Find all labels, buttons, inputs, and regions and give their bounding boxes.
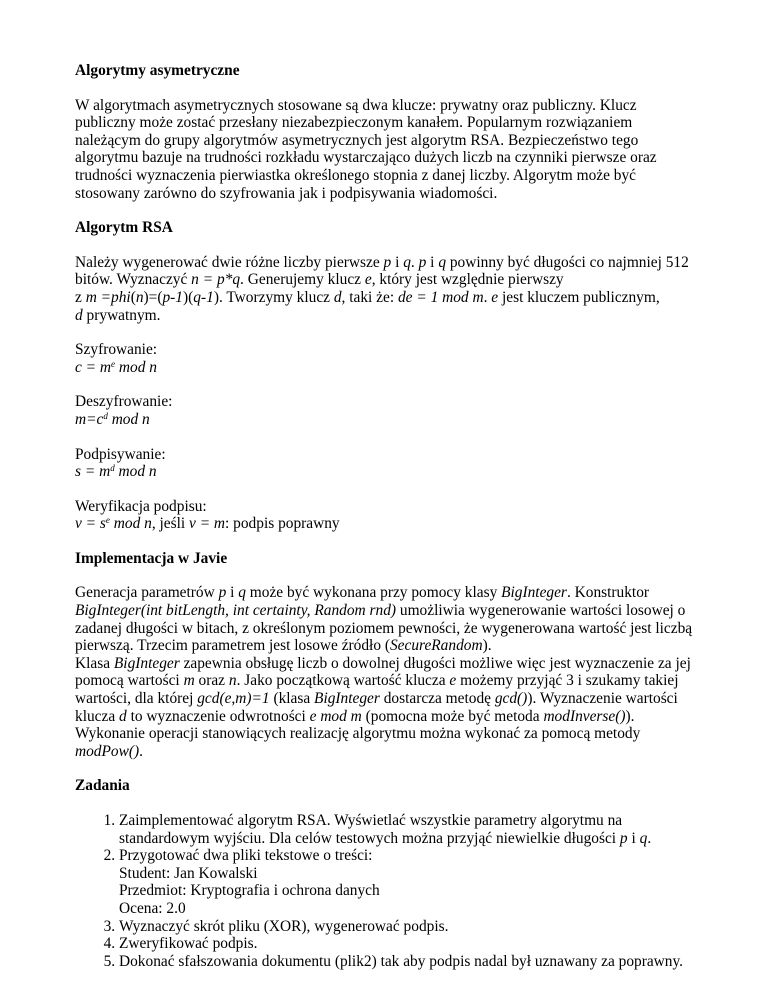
list-item: 5. Dokonać sfałszowania dokumentu (plik2) tak aby podpis nadal był uznawany za poprawny. — [119, 953, 708, 971]
intro-line: W algorytmach asymetrycznych stosowane są dwa klucze: prywatny oraz publiczny. Klucz — [75, 96, 637, 114]
impl-line: BigInteger(int bitLength, int certainty, Random rnd) umożliwia wygenerowanie wartości losowej o — [75, 602, 686, 620]
rsa-line-4: d prywatnym. — [75, 306, 161, 324]
formula-label: Deszyfrowanie: — [75, 393, 173, 411]
tasks-list — [75, 812, 708, 970]
document-title: Algorytmy asymetryczne — [75, 62, 240, 79]
formula-label: Szyfrowanie: — [75, 341, 158, 359]
impl-line: modPow(). — [75, 742, 143, 760]
tasks-heading: Zadania — [75, 777, 130, 795]
formula-label: Podpisywanie: — [75, 445, 166, 463]
formula-decrypt — [75, 393, 708, 428]
rsa-paragraph — [75, 254, 708, 324]
intro-line: algorytmu bazuje na trudności rozkładu wystarczająco dużych liczb na czynniki pierwsze oraz — [75, 149, 657, 167]
list-item: 2. Przygotować dwa pliki tekstowe o treści: Student: Jan Kowalski Przedmiot: Kryptografia i ochrona danych Ocena: 2.0 — [119, 847, 708, 917]
formula-verify — [75, 498, 708, 533]
intro-line: trudności wyznaczenia pierwiastka określonego stopnia z danej liczby. Algorytm może być — [75, 166, 637, 184]
impl-line: zadanej długości w bitach, z określonym poziomem pewności, że wygenerowana wartość jest liczbą — [75, 619, 693, 637]
impl-paragraph — [75, 584, 708, 760]
formula-expression: $s = m^d$ mod n — [75, 463, 157, 481]
rsa-heading: Algorytm RSA — [75, 219, 173, 237]
formula-encrypt — [75, 341, 708, 376]
intro-line: należącym do grupy algorytmów asymetrycznych jest algorytm RSA. Bezpieczeństwo tego — [75, 131, 639, 149]
formula-sign — [75, 446, 708, 481]
impl-line: Klasa BigInteger zapewnia obsługę liczb o dowolnej długości możliwe więc jest wyznaczenie za jej — [75, 654, 691, 672]
list-item: 4. Zweryfikować podpis. — [119, 935, 708, 953]
impl-heading: Implementacja w Javie — [75, 549, 228, 567]
impl-line: pomocą wartości m oraz n. Jako początkową wartość klucza e możemy przyjąć 3 i szukamy takiej — [75, 672, 679, 690]
formula-expression: $c = m^e$ mod n — [75, 358, 157, 376]
formula-label: Weryfikacja podpisu: — [75, 497, 207, 515]
intro-line: stosowany zarówno do szyfrowania jak i podpisywania wiadomości. — [75, 184, 498, 202]
intro-line: publiczny może zostać przesłany niezabezpieczonym kanałem. Popularnym rozwiązaniem — [75, 114, 633, 132]
list-item: 3. Wyznaczyć skrót pliku (XOR), wygenerować podpis. — [119, 918, 708, 936]
impl-line: wartości, dla której gcd(e,m)=1 (klasa BigInteger dostarcza metodę gcd()). Wyznaczenie wartości — [75, 690, 678, 708]
formula-expression: $m=c^d$ mod n — [75, 410, 150, 428]
intro-paragraph — [75, 97, 708, 203]
impl-line: Wykonanie operacji stanowiących realizację algorytmu można wykonać za pomocą metody — [75, 725, 641, 743]
rsa-line-2: bitów. Wyznaczyć n = p*q. Generujemy klucz e, który jest względnie pierwszy — [75, 271, 564, 289]
impl-line: Generacja parametrów p i q może być wykonana przy pomocy klasy BigInteger. Konstruktor — [75, 584, 650, 602]
impl-line: klucza d to wyznaczenie odwrotności e mod m (pomocna może być metoda modInverse()). — [75, 707, 635, 725]
rsa-line-1: Należy wygenerować dwie różne liczby pierwsze p i q. p i q powinny być długości co najmniej 512 — [75, 253, 689, 271]
rsa-line-3: z m =phi(n)=(p-1)(q-1). Tworzymy klucz d, taki że: de = 1 mod m. e jest kluczem publicznym, — [75, 288, 660, 306]
list-item: 1. Zaimplementować algorytm RSA. Wyświetlać wszystkie parametry algorytmu na standardowym wyjściu. Dla celów testowych można przyjąć niewielkie długości p i q. — [119, 812, 708, 847]
impl-line: pierwszą. Trzecim parametrem jest losowe źródło (SecureRandom). — [75, 637, 492, 655]
formula-expression: $v = s^e$ mod n, jeśli v = m: podpis poprawny — [75, 515, 340, 533]
